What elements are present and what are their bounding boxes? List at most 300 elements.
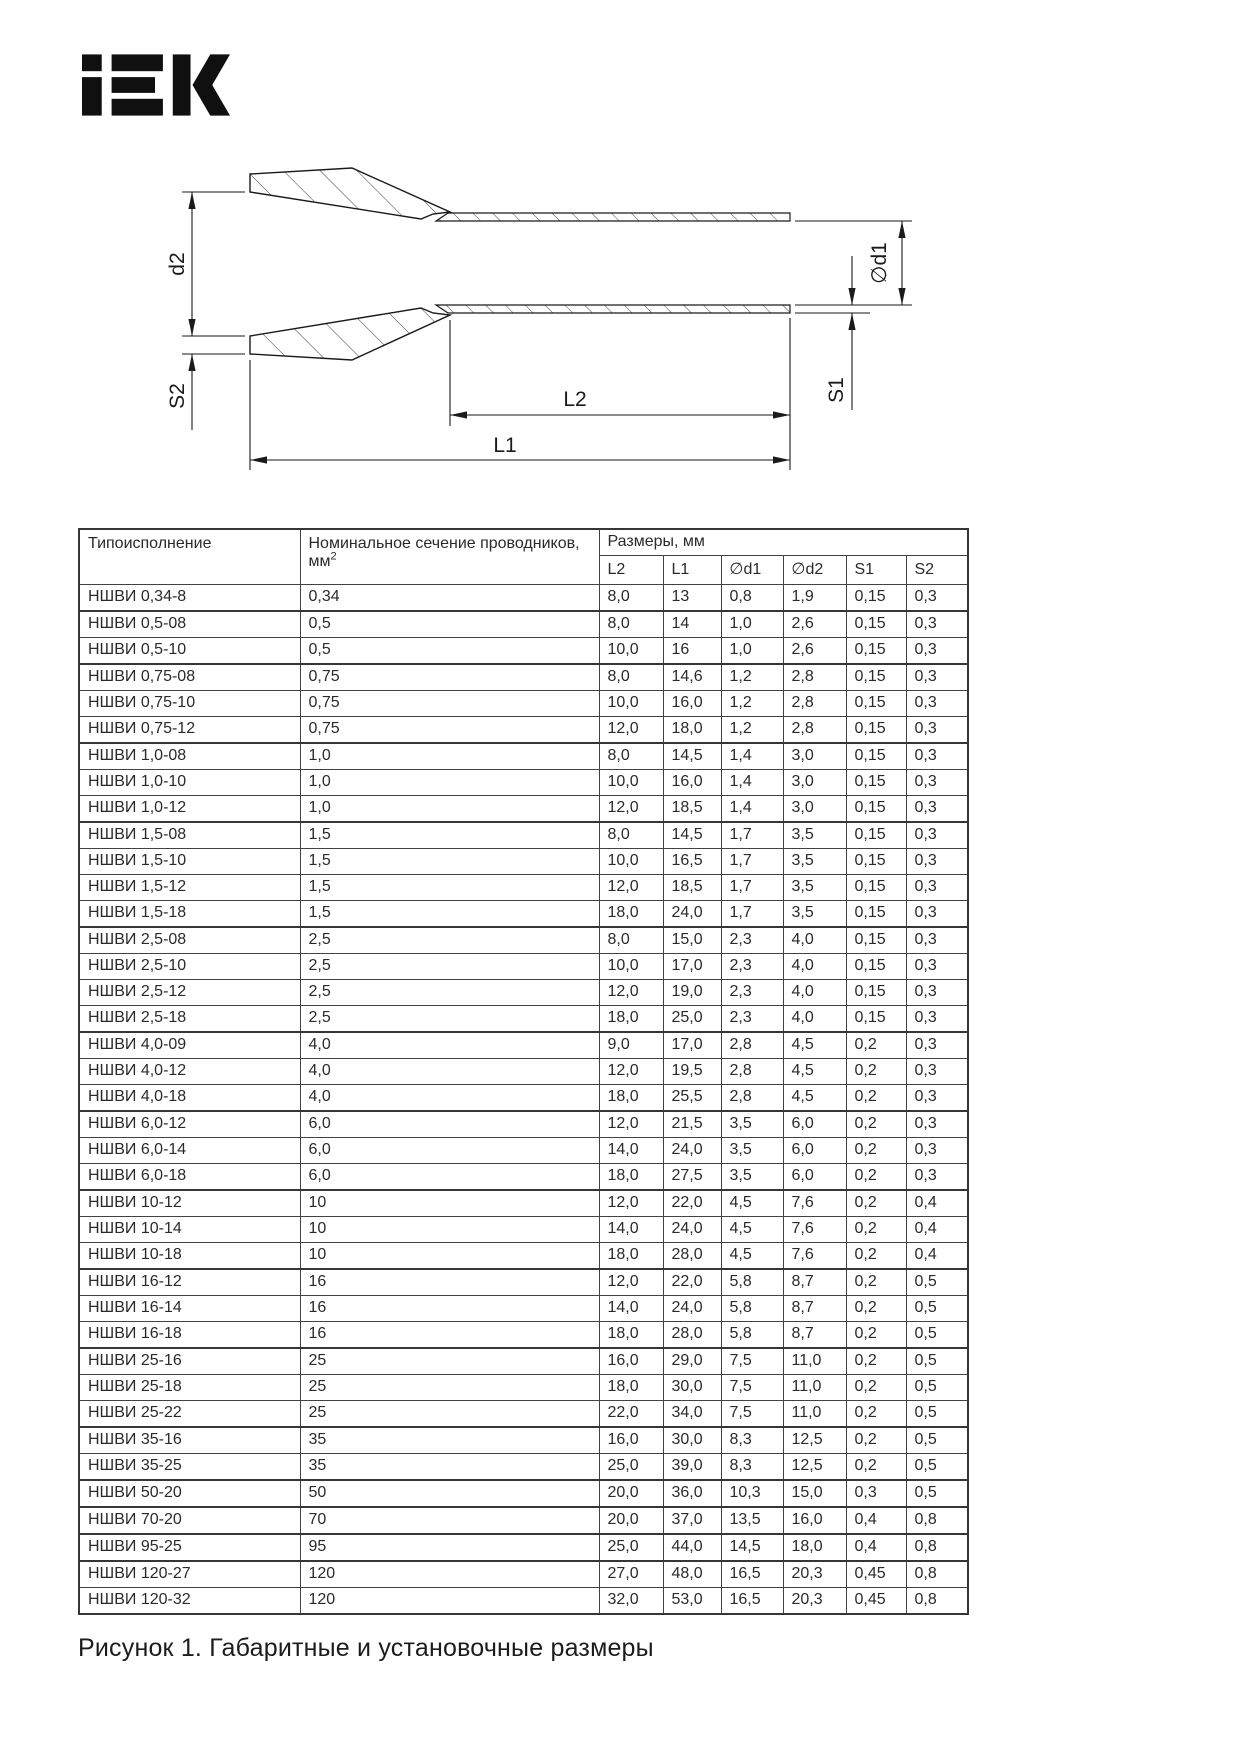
cell-l1: 39,0: [663, 1454, 721, 1481]
cell-s2: 0,3: [906, 691, 968, 717]
cell-section: 6,0: [300, 1111, 599, 1138]
cell-section: 2,5: [300, 927, 599, 954]
cell-d1: 1,7: [721, 875, 783, 901]
cell-s1: 0,2: [846, 1217, 906, 1243]
cell-section: 1,0: [300, 770, 599, 796]
cell-l2: 18,0: [599, 901, 663, 928]
logo-e-top: [112, 54, 163, 71]
cell-type: НШВИ 1,0-10: [79, 770, 300, 796]
cell-d1: 5,8: [721, 1322, 783, 1349]
cell-d1: 1,0: [721, 611, 783, 638]
cell-s1: 0,2: [846, 1296, 906, 1322]
cell-l1: 29,0: [663, 1348, 721, 1375]
table-row: [79, 1164, 968, 1191]
cell-s1: 0,2: [846, 1401, 906, 1428]
cell-l2: 20,0: [599, 1507, 663, 1534]
header-col-d1: ∅d1: [721, 556, 783, 585]
logo-e-mid: [112, 77, 155, 93]
cell-s2: 0,8: [906, 1507, 968, 1534]
cell-d1: 7,5: [721, 1375, 783, 1401]
cell-s1: 0,15: [846, 585, 906, 612]
cell-s1: 0,2: [846, 1375, 906, 1401]
cell-d1: 8,3: [721, 1427, 783, 1454]
cell-l1: 16,0: [663, 691, 721, 717]
cell-l2: 18,0: [599, 1006, 663, 1033]
header-type: Типоисполнение: [79, 529, 300, 585]
cell-l1: 15,0: [663, 927, 721, 954]
cell-l2: 18,0: [599, 1164, 663, 1191]
cell-s1: 0,15: [846, 770, 906, 796]
cell-s2: 0,5: [906, 1348, 968, 1375]
logo-k-arms: [193, 54, 230, 115]
cell-s1: 0,4: [846, 1534, 906, 1561]
cell-l2: 18,0: [599, 1375, 663, 1401]
cell-l1: 36,0: [663, 1480, 721, 1507]
cell-s2: 0,3: [906, 638, 968, 665]
cell-type: НШВИ 70-20: [79, 1507, 300, 1534]
cell-d1: 2,8: [721, 1059, 783, 1085]
cell-l1: 53,0: [663, 1588, 721, 1615]
table-row: [79, 1322, 968, 1349]
cell-d2: 3,5: [783, 822, 846, 849]
cell-l2: 8,0: [599, 927, 663, 954]
table-row: [79, 1375, 968, 1401]
cell-s2: 0,3: [906, 1059, 968, 1085]
dimensions-table: [78, 528, 969, 1615]
cell-s2: 0,3: [906, 585, 968, 612]
cell-s2: 0,5: [906, 1480, 968, 1507]
logo-i-stem: [82, 77, 102, 115]
cell-type: НШВИ 120-32: [79, 1588, 300, 1615]
cell-s1: 0,2: [846, 1322, 906, 1349]
cell-section: 1,5: [300, 901, 599, 928]
cell-d2: 11,0: [783, 1348, 846, 1375]
header-sizes: Размеры, мм: [599, 529, 968, 556]
cell-type: НШВИ 10-14: [79, 1217, 300, 1243]
table-row: [79, 1561, 968, 1588]
cell-s2: 0,3: [906, 1111, 968, 1138]
cell-l2: 12,0: [599, 796, 663, 823]
cell-d1: 8,3: [721, 1454, 783, 1481]
cell-l2: 12,0: [599, 1190, 663, 1217]
cell-d2: 8,7: [783, 1269, 846, 1296]
cell-l1: 14,6: [663, 664, 721, 691]
cell-l2: 18,0: [599, 1322, 663, 1349]
cell-s2: 0,5: [906, 1401, 968, 1428]
cell-s1: 0,2: [846, 1348, 906, 1375]
cell-l2: 22,0: [599, 1401, 663, 1428]
cell-d1: 2,3: [721, 927, 783, 954]
cell-section: 1,5: [300, 875, 599, 901]
cell-l2: 12,0: [599, 875, 663, 901]
cell-s1: 0,15: [846, 927, 906, 954]
dim-d2: [182, 192, 245, 336]
cell-d2: 3,5: [783, 901, 846, 928]
dim-s2: [182, 354, 245, 430]
cell-type: НШВИ 0,34-8: [79, 585, 300, 612]
cell-section: 35: [300, 1454, 599, 1481]
cell-l2: 27,0: [599, 1561, 663, 1588]
cell-s1: 0,2: [846, 1032, 906, 1059]
cell-l2: 8,0: [599, 743, 663, 770]
cell-s2: 0,3: [906, 611, 968, 638]
cell-d2: 20,3: [783, 1588, 846, 1615]
cell-l1: 22,0: [663, 1269, 721, 1296]
cell-s2: 0,8: [906, 1588, 968, 1615]
cell-section: 2,5: [300, 1006, 599, 1033]
cell-l2: 20,0: [599, 1480, 663, 1507]
cell-s2: 0,3: [906, 980, 968, 1006]
cell-d2: 6,0: [783, 1164, 846, 1191]
table-row: [79, 1111, 968, 1138]
cell-s2: 0,3: [906, 743, 968, 770]
cell-d2: 2,8: [783, 691, 846, 717]
cell-s2: 0,5: [906, 1427, 968, 1454]
cell-d1: 2,8: [721, 1085, 783, 1112]
cell-type: НШВИ 0,5-10: [79, 638, 300, 665]
logo-i-dot: [82, 54, 102, 71]
cell-section: 95: [300, 1534, 599, 1561]
cell-type: НШВИ 2,5-10: [79, 954, 300, 980]
cell-l2: 16,0: [599, 1427, 663, 1454]
cell-d2: 4,0: [783, 980, 846, 1006]
iek-logo: [82, 54, 230, 116]
cell-s1: 0,2: [846, 1190, 906, 1217]
cell-s1: 0,15: [846, 664, 906, 691]
cell-l2: 12,0: [599, 717, 663, 744]
dim-label-s1: S1: [825, 377, 848, 403]
cell-l2: 25,0: [599, 1534, 663, 1561]
sleeve-bottom-section: [250, 308, 450, 360]
cell-section: 35: [300, 1427, 599, 1454]
cell-s2: 0,3: [906, 901, 968, 928]
cell-l1: 22,0: [663, 1190, 721, 1217]
cell-d1: 3,5: [721, 1111, 783, 1138]
cell-section: 6,0: [300, 1164, 599, 1191]
cell-d1: 1,4: [721, 770, 783, 796]
table-row: [79, 770, 968, 796]
cell-l1: 44,0: [663, 1534, 721, 1561]
cell-type: НШВИ 35-16: [79, 1427, 300, 1454]
cell-l1: 19,0: [663, 980, 721, 1006]
table-row: [79, 743, 968, 770]
cell-section: 0,34: [300, 585, 599, 612]
cell-section: 10: [300, 1190, 599, 1217]
cell-section: 0,5: [300, 638, 599, 665]
cell-section: 120: [300, 1588, 599, 1615]
cell-section: 2,5: [300, 980, 599, 1006]
cell-l1: 27,5: [663, 1164, 721, 1191]
cell-l1: 14: [663, 611, 721, 638]
table-row: [79, 1454, 968, 1481]
cell-l1: 48,0: [663, 1561, 721, 1588]
dim-label-d1: ∅d1: [868, 242, 891, 284]
cell-type: НШВИ 25-18: [79, 1375, 300, 1401]
cell-l1: 24,0: [663, 1296, 721, 1322]
cell-d2: 4,5: [783, 1059, 846, 1085]
header-section-line1: Номинальное сечение проводников,: [308, 535, 580, 552]
table-row: [79, 1190, 968, 1217]
cell-l1: 24,0: [663, 901, 721, 928]
table-row: [79, 585, 968, 612]
cell-d1: 5,8: [721, 1296, 783, 1322]
cell-d2: 15,0: [783, 1480, 846, 1507]
cell-type: НШВИ 4,0-12: [79, 1059, 300, 1085]
sleeve-top-section: [250, 168, 450, 219]
cell-type: НШВИ 6,0-18: [79, 1164, 300, 1191]
cell-d1: 4,5: [721, 1243, 783, 1270]
cell-type: НШВИ 10-18: [79, 1243, 300, 1270]
cell-l1: 24,0: [663, 1138, 721, 1164]
table-row: [79, 901, 968, 928]
cell-d2: 8,7: [783, 1322, 846, 1349]
cell-s1: 0,15: [846, 611, 906, 638]
cell-d2: 12,5: [783, 1454, 846, 1481]
cell-d2: 3,0: [783, 770, 846, 796]
cell-d1: 1,7: [721, 901, 783, 928]
cell-type: НШВИ 6,0-12: [79, 1111, 300, 1138]
cell-type: НШВИ 95-25: [79, 1534, 300, 1561]
cell-s1: 0,4: [846, 1507, 906, 1534]
cell-section: 10: [300, 1217, 599, 1243]
cell-d2: 16,0: [783, 1507, 846, 1534]
cell-section: 0,75: [300, 664, 599, 691]
cell-type: НШВИ 2,5-18: [79, 1006, 300, 1033]
cell-s1: 0,15: [846, 638, 906, 665]
cell-l1: 30,0: [663, 1375, 721, 1401]
table-row: [79, 1217, 968, 1243]
cell-s1: 0,2: [846, 1164, 906, 1191]
cell-l2: 10,0: [599, 849, 663, 875]
ferrule-technical-drawing: [150, 138, 980, 486]
cell-type: НШВИ 16-18: [79, 1322, 300, 1349]
cell-s1: 0,2: [846, 1111, 906, 1138]
cell-l1: 25,0: [663, 1006, 721, 1033]
cell-l2: 14,0: [599, 1217, 663, 1243]
cell-d2: 3,0: [783, 796, 846, 823]
cell-d1: 4,5: [721, 1190, 783, 1217]
cell-d2: 12,5: [783, 1427, 846, 1454]
cell-l1: 24,0: [663, 1217, 721, 1243]
cell-l2: 25,0: [599, 1454, 663, 1481]
cell-d1: 16,5: [721, 1561, 783, 1588]
cell-s2: 0,3: [906, 1138, 968, 1164]
cell-type: НШВИ 25-16: [79, 1348, 300, 1375]
cell-d2: 8,7: [783, 1296, 846, 1322]
header-section-unit: мм: [308, 553, 331, 571]
cell-type: НШВИ 0,5-08: [79, 611, 300, 638]
cell-l2: 14,0: [599, 1138, 663, 1164]
cell-l2: 10,0: [599, 770, 663, 796]
table-row: [79, 796, 968, 823]
cell-d2: 2,6: [783, 611, 846, 638]
table-row: [79, 664, 968, 691]
cell-type: НШВИ 16-12: [79, 1269, 300, 1296]
cell-d1: 2,3: [721, 1006, 783, 1033]
cell-l1: 18,5: [663, 875, 721, 901]
logo-e-bot: [112, 99, 163, 116]
cell-l2: 18,0: [599, 1085, 663, 1112]
table-row: [79, 638, 968, 665]
cell-section: 25: [300, 1375, 599, 1401]
cell-d2: 7,6: [783, 1243, 846, 1270]
cell-l2: 8,0: [599, 585, 663, 612]
cell-section: 0,75: [300, 717, 599, 744]
cell-l1: 21,5: [663, 1111, 721, 1138]
cell-d2: 2,8: [783, 664, 846, 691]
cell-d1: 1,2: [721, 717, 783, 744]
tube-bottom-wall: [436, 305, 790, 313]
cell-d1: 1,7: [721, 822, 783, 849]
cell-section: 16: [300, 1269, 599, 1296]
cell-s2: 0,3: [906, 954, 968, 980]
table-row: [79, 1269, 968, 1296]
cell-section: 120: [300, 1561, 599, 1588]
cell-type: НШВИ 4,0-18: [79, 1085, 300, 1112]
cell-type: НШВИ 50-20: [79, 1480, 300, 1507]
cell-s1: 0,15: [846, 901, 906, 928]
table-row: [79, 980, 968, 1006]
table-row: [79, 1534, 968, 1561]
table-row: [79, 849, 968, 875]
table-row: [79, 1401, 968, 1428]
cell-l2: 12,0: [599, 1111, 663, 1138]
cell-d1: 1,4: [721, 796, 783, 823]
cell-s2: 0,3: [906, 822, 968, 849]
cell-d2: 4,5: [783, 1085, 846, 1112]
cell-s1: 0,15: [846, 849, 906, 875]
cell-type: НШВИ 1,0-08: [79, 743, 300, 770]
cell-l1: 16,0: [663, 770, 721, 796]
table-row: [79, 1588, 968, 1615]
cell-s1: 0,15: [846, 717, 906, 744]
cell-d1: 10,3: [721, 1480, 783, 1507]
cell-s2: 0,4: [906, 1190, 968, 1217]
table-row: [79, 1059, 968, 1085]
cell-l2: 10,0: [599, 954, 663, 980]
cell-type: НШВИ 1,5-10: [79, 849, 300, 875]
cell-d1: 16,5: [721, 1588, 783, 1615]
cell-s1: 0,2: [846, 1059, 906, 1085]
cell-s1: 0,3: [846, 1480, 906, 1507]
table-row: [79, 1348, 968, 1375]
cell-d2: 4,0: [783, 927, 846, 954]
cell-d2: 11,0: [783, 1375, 846, 1401]
cell-d2: 6,0: [783, 1111, 846, 1138]
cell-type: НШВИ 1,5-08: [79, 822, 300, 849]
cell-type: НШВИ 25-22: [79, 1401, 300, 1428]
tube-top-wall: [436, 213, 790, 221]
cell-l2: 12,0: [599, 980, 663, 1006]
table-row: [79, 1032, 968, 1059]
table-row: [79, 1243, 968, 1270]
cell-type: НШВИ 2,5-08: [79, 927, 300, 954]
cell-l2: 8,0: [599, 822, 663, 849]
cell-s1: 0,15: [846, 796, 906, 823]
table-row: [79, 927, 968, 954]
cell-section: 6,0: [300, 1138, 599, 1164]
cell-d2: 11,0: [783, 1401, 846, 1428]
cell-section: 25: [300, 1348, 599, 1375]
dim-label-l1: L1: [493, 434, 517, 457]
cell-d1: 1,2: [721, 664, 783, 691]
cell-d1: 3,5: [721, 1138, 783, 1164]
cell-d2: 3,5: [783, 875, 846, 901]
cell-s2: 0,3: [906, 1085, 968, 1112]
cell-d1: 0,8: [721, 585, 783, 612]
table-row: [79, 1480, 968, 1507]
cell-type: НШВИ 0,75-10: [79, 691, 300, 717]
cell-l2: 12,0: [599, 1269, 663, 1296]
cell-section: 10: [300, 1243, 599, 1270]
cell-section: 25: [300, 1401, 599, 1428]
cell-l1: 28,0: [663, 1243, 721, 1270]
cell-s1: 0,2: [846, 1085, 906, 1112]
cell-type: НШВИ 6,0-14: [79, 1138, 300, 1164]
header-section: [300, 529, 599, 585]
cell-type: НШВИ 1,5-18: [79, 901, 300, 928]
cell-section: 16: [300, 1322, 599, 1349]
table-row: [79, 611, 968, 638]
cell-d2: 3,5: [783, 849, 846, 875]
cell-d1: 4,5: [721, 1217, 783, 1243]
cell-s1: 0,2: [846, 1243, 906, 1270]
cell-section: 4,0: [300, 1032, 599, 1059]
cell-s1: 0,15: [846, 691, 906, 717]
cell-l2: 8,0: [599, 664, 663, 691]
table-body: [79, 585, 968, 1615]
cell-l2: 14,0: [599, 1296, 663, 1322]
cell-s2: 0,3: [906, 770, 968, 796]
cell-d1: 1,0: [721, 638, 783, 665]
cell-l2: 10,0: [599, 638, 663, 665]
cell-type: НШВИ 1,5-12: [79, 875, 300, 901]
cell-l1: 34,0: [663, 1401, 721, 1428]
cell-l1: 13: [663, 585, 721, 612]
cell-l2: 12,0: [599, 1059, 663, 1085]
table-row: [79, 1507, 968, 1534]
cell-d2: 20,3: [783, 1561, 846, 1588]
cell-l2: 18,0: [599, 1243, 663, 1270]
dim-label-s2: S2: [166, 383, 189, 409]
table-row: [79, 875, 968, 901]
cell-s2: 0,3: [906, 664, 968, 691]
cell-s1: 0,2: [846, 1454, 906, 1481]
table-row: [79, 691, 968, 717]
cell-l1: 16,5: [663, 849, 721, 875]
table-row: [79, 1085, 968, 1112]
cell-d1: 1,4: [721, 743, 783, 770]
cell-l2: 9,0: [599, 1032, 663, 1059]
cell-section: 70: [300, 1507, 599, 1534]
table-row: [79, 1006, 968, 1033]
cell-d2: 4,0: [783, 1006, 846, 1033]
cell-s2: 0,5: [906, 1322, 968, 1349]
cell-s1: 0,15: [846, 822, 906, 849]
cell-d1: 7,5: [721, 1348, 783, 1375]
cell-s1: 0,2: [846, 1427, 906, 1454]
cell-d1: 13,5: [721, 1507, 783, 1534]
cell-s2: 0,3: [906, 1032, 968, 1059]
cell-s2: 0,3: [906, 927, 968, 954]
cell-s2: 0,3: [906, 717, 968, 744]
cell-type: НШВИ 0,75-08: [79, 664, 300, 691]
table-row: [79, 1296, 968, 1322]
cell-s2: 0,3: [906, 875, 968, 901]
cell-d1: 1,7: [721, 849, 783, 875]
cell-s1: 0,45: [846, 1588, 906, 1615]
cell-d2: 4,5: [783, 1032, 846, 1059]
